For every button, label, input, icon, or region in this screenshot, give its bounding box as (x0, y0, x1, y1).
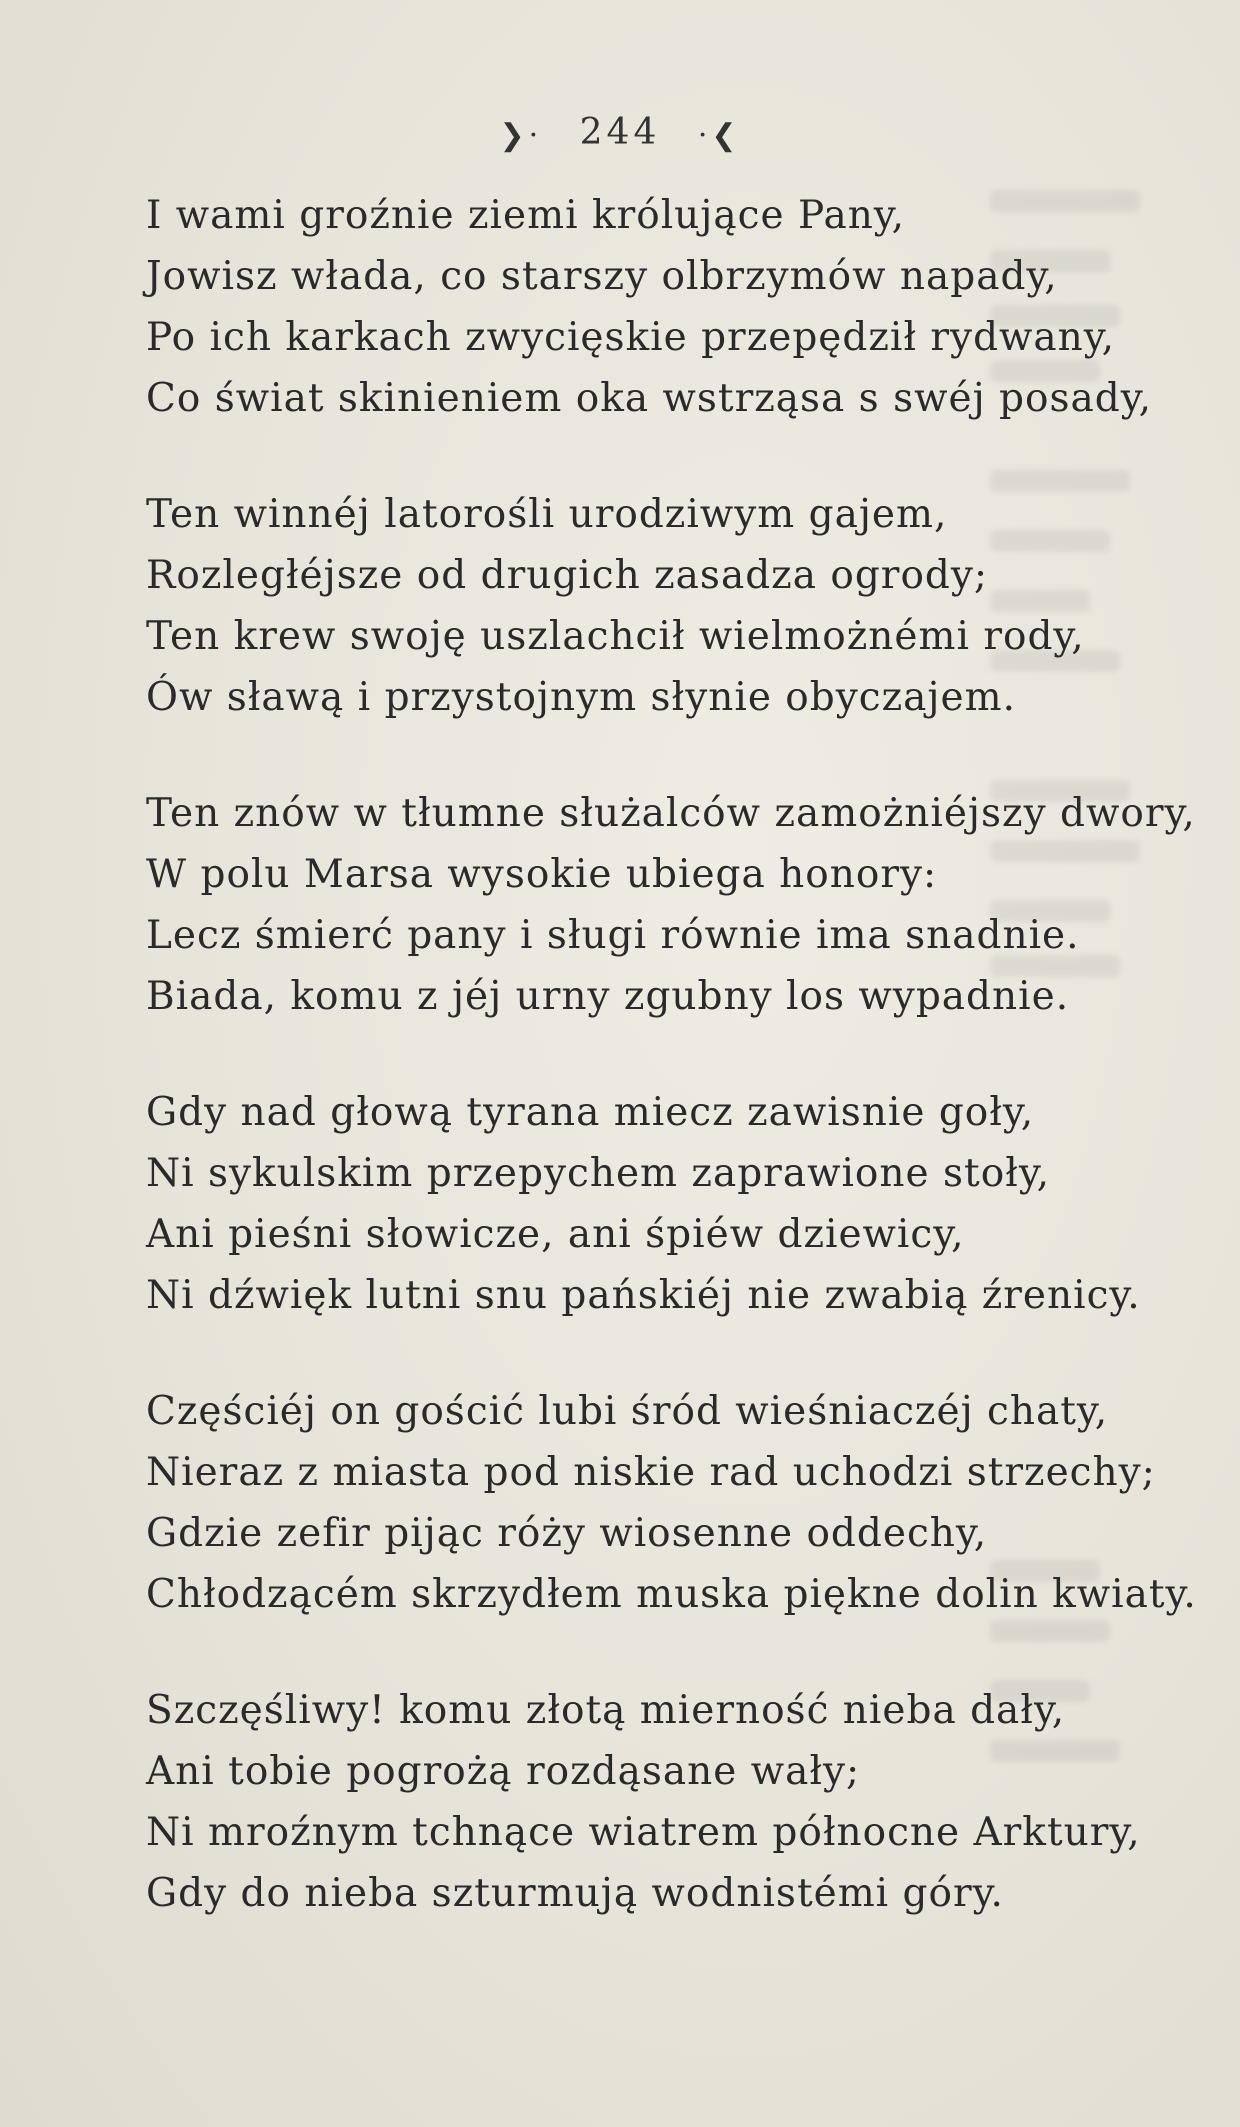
verse-line: Ni mroźnym tchnące wiatrem północne Arktury, (146, 1810, 1141, 1855)
verse-line: Ów sławą i przystojnym słynie obyczajem. (146, 675, 1016, 720)
verse-line: Ten krew swoję uszlachcił wielmożnémi rody, (146, 614, 1085, 659)
verse-line: Nieraz z miasta pod niskie rad uchodzi strzechy; (146, 1450, 1156, 1495)
verse-line: Gdy nad głową tyrana miecz zawisnie goły, (146, 1090, 1035, 1135)
verse-line: Ten znów w tłumne służalców zamożniéjszy dwory, (146, 791, 1196, 836)
verse-line: I wami groźnie ziemi królujące Pany, (146, 193, 906, 238)
verse-line: Chłodzącém skrzydłem muska piękne dolin kwiaty. (146, 1572, 1197, 1617)
verse-line: Rozległéjsze od drugich zasadza ogrody; (146, 553, 989, 598)
verse-line: Gdzie zefir pijąc róży wiosenne oddechy, (146, 1511, 988, 1556)
page-number: 244 (579, 112, 661, 153)
left-ornament: ❯· (499, 117, 543, 153)
verse-line: Ni dźwięk lutni snu pańskiéj nie zwabią źrenicy. (146, 1273, 1141, 1318)
verse-line: Częściéj on gościć lubi śród wieśniaczéj chaty, (146, 1389, 1109, 1434)
verse-line: Ten winnéj latorośli urodziwym gajem, (146, 492, 948, 537)
verse-line: Gdy do nieba szturmują wodnistémi góry. (146, 1871, 1004, 1916)
verse-line: Po ich karkach zwycięskie przepędził rydwany, (146, 315, 1116, 360)
stanza-3 (146, 783, 1196, 1027)
poem (146, 185, 1197, 1979)
verse-line: Co świat skinieniem oka wstrząsa s swéj posady, (146, 376, 1152, 421)
stanza-5 (146, 1381, 1197, 1625)
verse-line: Jowisz włada, co starszy olbrzymów napady, (146, 254, 1058, 299)
verse-line: Biada, komu z jéj urny zgubny los wypadnie. (146, 974, 1070, 1019)
verse-line: Ni sykulskim przepychem zaprawione stoły, (146, 1151, 1051, 1196)
stanza-6 (146, 1680, 1146, 1924)
stanza-1 (146, 185, 1152, 429)
verse-line: Ani pieśni słowicze, ani śpiéw dziewicy, (146, 1212, 965, 1257)
stanza-4 (146, 1082, 1146, 1326)
verse-line: Szczęśliwy! komu złotą mierność nieba dały, (146, 1688, 1066, 1733)
right-ornament: ·❮ (697, 117, 741, 153)
verse-line: Lecz śmierć pany i sługi równie ima snadnie. (146, 913, 1080, 958)
verse-line: Ani tobie pogrożą rozdąsane wały; (146, 1749, 861, 1794)
page-header (0, 112, 1240, 153)
stanza-2 (146, 484, 1146, 728)
verse-line: W polu Marsa wysokie ubiega honory: (146, 852, 938, 897)
